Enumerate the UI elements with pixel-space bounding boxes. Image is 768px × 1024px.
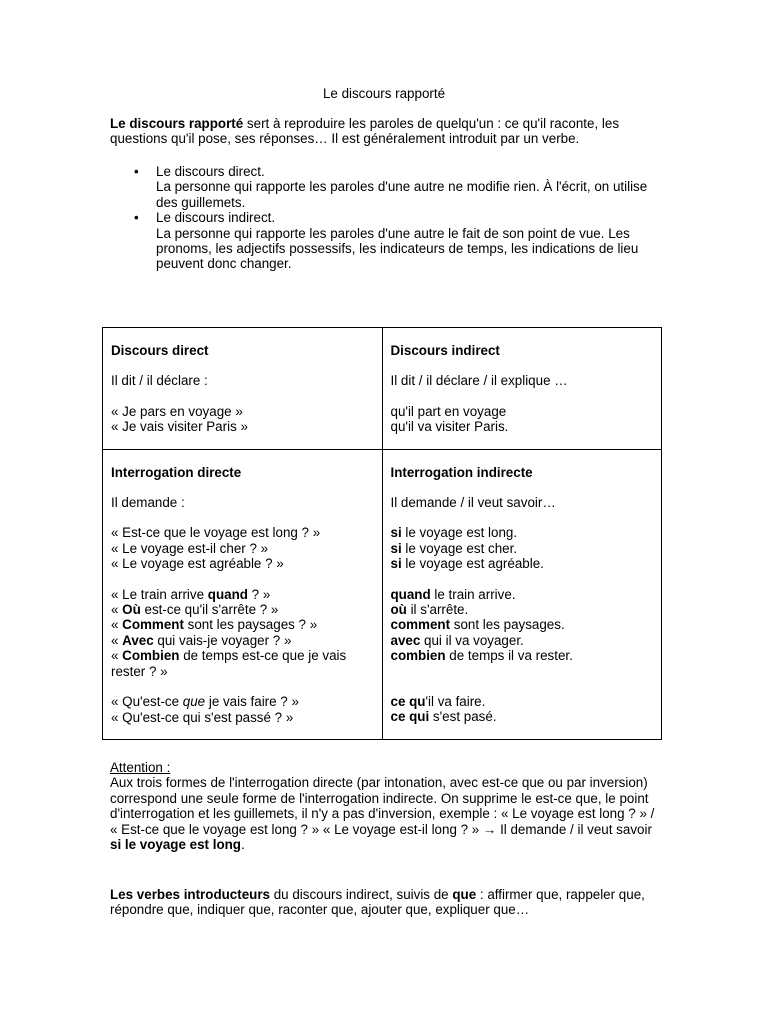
bullet-icon: •	[134, 164, 139, 179]
example-line: « Je vais visiter Paris »	[111, 419, 248, 435]
cell-interrogation-indirecte	[382, 449, 662, 739]
example-line: si le voyage est agréable.	[390, 556, 544, 572]
example-line: quand le train arrive.	[390, 586, 516, 602]
cell-intro: Il dit / il déclare / il explique …	[390, 373, 568, 389]
arrow-icon: →	[482, 821, 497, 837]
attention-note	[110, 760, 655, 852]
example-line: qu'il part en voyage	[390, 403, 507, 419]
example-line: « Avec qui vais-je voyager ? »	[111, 632, 292, 648]
intro-text: sert à reproduire les paroles de quelqu'un : ce qu'il raconte, les questions qu'il pose, ses réponses… Il est généralement introduit par un verbe.	[110, 116, 620, 147]
table-row	[103, 449, 662, 739]
example-line: qu'il va visiter Paris.	[390, 419, 509, 435]
cell-heading: Interrogation directe	[111, 464, 242, 480]
example-line: avec qui il va voyager.	[390, 632, 524, 648]
table-row	[103, 328, 662, 450]
cell-intro: Il demande :	[111, 495, 185, 511]
example-line: « Combien de temps est-ce que je vais rester ? »	[111, 648, 347, 679]
cell-discours-direct	[103, 328, 383, 450]
intro-term: Le discours rapporté	[110, 116, 244, 131]
attention-text: Aux trois formes de l'interrogation directe (par intonation, avec est-ce que ou par inversion) correspond une seule forme de l'interrogation indirecte. On supprime le est-ce que, le point d'interrogation et les guillemets, il n'y a pas d'inversion, exemple : « Le voyage est long ? » / « Est-ce que le voyage est long ? » « Le voyage est-il long ? » → Il demande / il veut savoir si le voyage est long.	[110, 775, 655, 853]
cell-heading: Interrogation indirecte	[390, 464, 533, 480]
example-line: « Le voyage est-il cher ? »	[111, 540, 269, 556]
bullet-heading: Le discours direct.	[156, 164, 265, 179]
list-item	[134, 210, 664, 272]
intro-paragraph	[110, 116, 660, 147]
bullet-body: La personne qui rapporte les paroles d'une autre ne modifie rien. À l'écrit, on utilise des guillemets.	[156, 179, 648, 210]
example-line: combien de temps il va rester.	[390, 648, 573, 664]
example-line: « Qu'est-ce que je vais faire ? »	[111, 694, 299, 710]
bullet-icon: •	[134, 210, 139, 226]
page-title: Le discours rapporté	[322, 86, 446, 101]
example-line: « Où est-ce qu'il s'arrête ? »	[111, 602, 279, 618]
example-line: où il s'arrête.	[390, 602, 469, 618]
example-line: si le voyage est long.	[390, 525, 518, 541]
example-line: comment sont les paysages.	[390, 617, 565, 633]
bullet-heading: Le discours indirect.	[156, 210, 276, 226]
bullet-body: La personne qui rapporte les paroles d'une autre le fait de son point de vue. Les pronoms, les adjectifs possessifs, les indicateurs de temps, les indications de lieu peuvent donc changer.	[156, 225, 639, 272]
example-line: ce qui s'est pasé.	[390, 709, 497, 725]
introductory-verbs-paragraph: Les verbes introducteurs du discours indirect, suivis de que : affirmer que, rappeler que, répondre que, indiquer que, raconter que, ajouter que, expliquer que…	[110, 887, 645, 918]
attention-label: Attention :	[110, 760, 171, 775]
example-line: « Qu'est-ce qui s'est passé ? »	[111, 709, 294, 725]
example-line: « Je pars en voyage »	[111, 403, 243, 419]
comparison-table	[102, 327, 662, 740]
example-line: si le voyage est cher.	[390, 540, 518, 556]
cell-intro: Il demande / il veut savoir…	[390, 495, 556, 511]
cell-discours-indirect	[382, 328, 662, 450]
example-line: « Comment sont les paysages ? »	[111, 617, 318, 633]
list-item	[134, 164, 664, 210]
cell-intro: Il dit / il déclare :	[111, 373, 208, 389]
example-line: « Est-ce que le voyage est long ? »	[111, 525, 321, 541]
cell-heading: Discours indirect	[390, 343, 500, 358]
cell-heading: Discours direct	[111, 343, 209, 358]
example-line: « Le train arrive quand ? »	[111, 586, 271, 602]
bullet-list	[134, 164, 664, 272]
cell-interrogation-directe	[103, 449, 383, 739]
example-line: ce qu'il va faire.	[390, 693, 486, 709]
example-line: « Le voyage est agréable ? »	[111, 556, 284, 572]
